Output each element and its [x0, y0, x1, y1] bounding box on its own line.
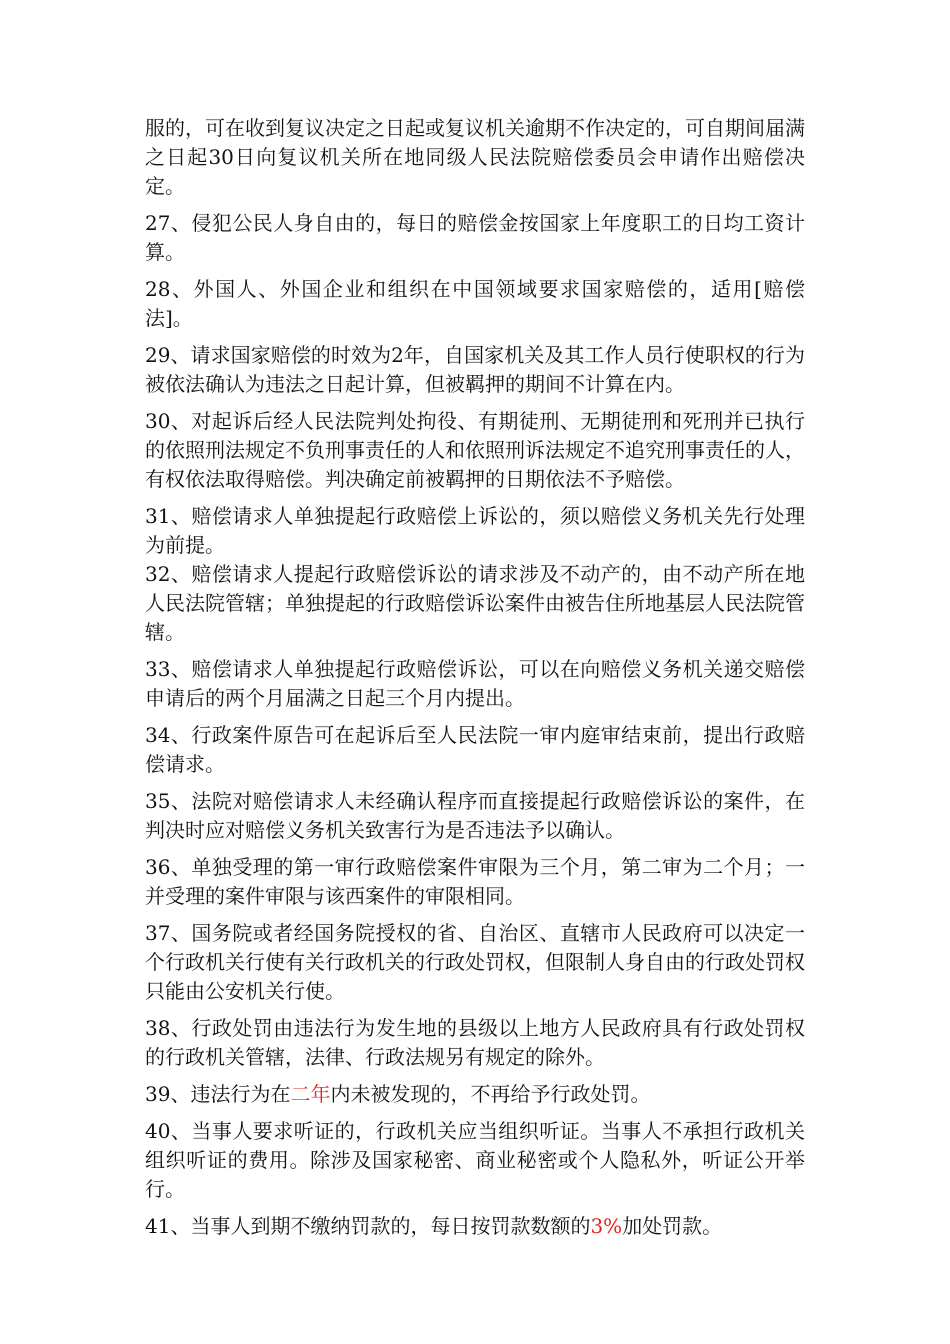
paragraph-29: 29、请求国家赔偿的时效为2年，自国家机关及其工作人员行使职权的行为被依法确认为违法之日起计算，但被羁押的期间不计算在内。	[145, 343, 805, 396]
paragraph-28: 28、外国人、外国企业和组织在中国领域要求国家赔偿的，适用[赔偿法]。	[145, 277, 805, 330]
paragraph-39-lead: 39、违法行为在	[145, 1082, 291, 1106]
paragraph-37: 37、国务院或者经国务院授权的省、自治区、直辖市人民政府可以决定一个行政机关行使有关行政机关的行政处罚权，但限制人身自由的行政处罚权只能由公安机关行使。	[145, 921, 805, 1003]
paragraph-39-tail: 内未被发现的，不再给予行政处罚。	[330, 1082, 651, 1106]
paragraph-33: 33、赔偿请求人单独提起行政赔偿诉讼，可以在向赔偿义务机关递交赔偿申请后的两个月届满之日起三个月内提出。	[145, 657, 805, 710]
paragraph-26-continued: 服的，可在收到复议决定之日起或复议机关逾期不作决定的，可自期间届满之日起30日向复议机关所在地同级人民法院赔偿委员会申请作出赔偿决定。	[145, 116, 805, 198]
paragraph-40: 40、当事人要求听证的，行政机关应当组织听证。当事人不承担行政机关组织听证的费用。除涉及国家秘密、商业秘密或个人隐私外，听证公开举行。	[145, 1119, 805, 1201]
paragraph-32: 32、赔偿请求人提起行政赔偿诉讼的请求涉及不动产的，由不动产所在地人民法院管辖；单独提起的行政赔偿诉讼案件由被告住所地基层人民法院管辖。	[145, 562, 805, 644]
paragraph-41-tail: 加处罚款。	[622, 1214, 723, 1238]
highlight-three-percent: 3%	[590, 1214, 623, 1238]
paragraph-41-lead: 41、当事人到期不缴纳罚款的，每日按罚款数额的	[145, 1214, 591, 1238]
paragraph-38: 38、行政处罚由违法行为发生地的县级以上地方人民政府具有行政处罚权的行政机关管辖，法律、行政法规另有规定的除外。	[145, 1016, 805, 1069]
highlight-two-years: 二年	[290, 1082, 331, 1106]
paragraph-39	[145, 1080, 805, 1109]
paragraph-31: 31、赔偿请求人单独提起行政赔偿上诉讼的，须以赔偿义务机关先行处理为前提。	[145, 504, 805, 557]
paragraph-35: 35、法院对赔偿请求人未经确认程序而直接提起行政赔偿诉讼的案件，在判决时应对赔偿义务机关致害行为是否违法予以确认。	[145, 789, 805, 842]
paragraph-30: 30、对起诉后经人民法院判处拘役、有期徒刑、无期徒刑和死刑并已执行的依照刑法规定不负刑事责任的人和依照刑诉法规定不追究刑事责任的人，有权依法取得赔偿。判决确定前被羁押的日期依法不予赔偿。	[145, 409, 805, 491]
paragraph-34: 34、行政案件原告可在起诉后至人民法院一审内庭审结束前，提出行政赔偿请求。	[145, 723, 805, 776]
paragraph-36: 36、单独受理的第一审行政赔偿案件审限为三个月，第二审为二个月；一并受理的案件审限与该西案件的审限相同。	[145, 855, 805, 908]
document-page	[145, 114, 805, 1249]
paragraph-27: 27、侵犯公民人身自由的，每日的赔偿金按国家上年度职工的日均工资计算。	[145, 211, 805, 264]
paragraph-41	[145, 1212, 805, 1241]
